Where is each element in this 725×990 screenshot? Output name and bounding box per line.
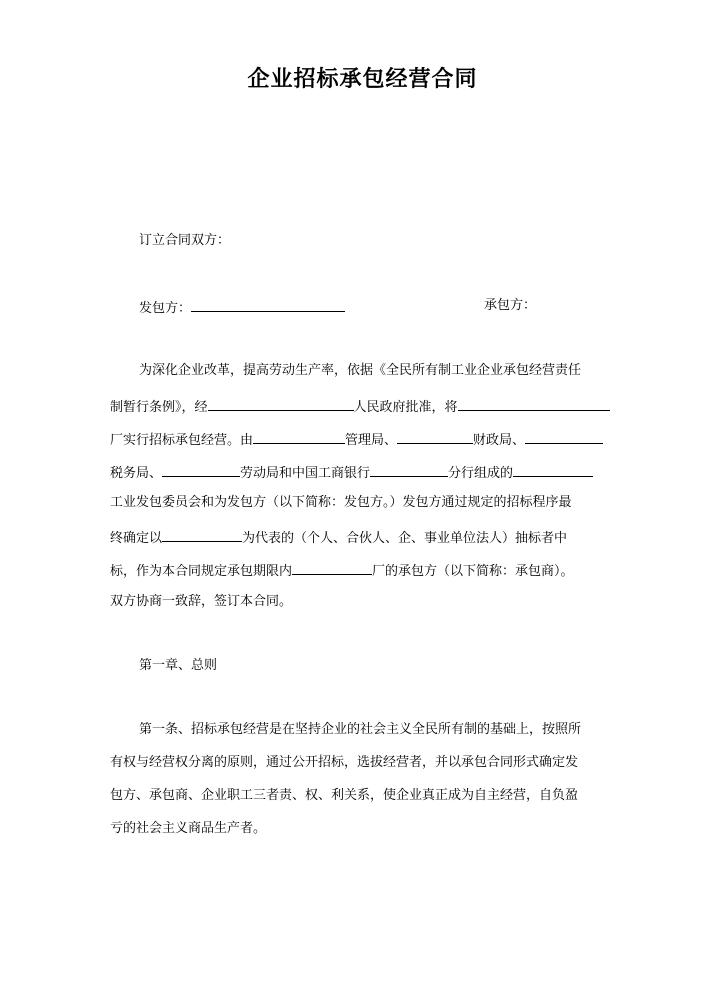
blank-field: [162, 527, 242, 542]
blank-field: [525, 429, 603, 444]
issuer-blank: [191, 297, 345, 312]
blank-field: [458, 396, 610, 411]
preamble-line-5: 工业发包委员会和为发包方（以下简称：发包方。）发包方通过规定的招标程序最: [110, 495, 572, 510]
preamble-line-8: 双方协商一致辞，签订本合同。: [110, 594, 293, 609]
preamble-line-1: 为深化企业改革，提高劳动生产率，依据《全民所有制工业企业承包经营责任: [139, 363, 582, 378]
blank-field: [162, 462, 240, 477]
preamble-line-2: [110, 396, 610, 417]
preamble-text: 税务局、: [110, 466, 163, 481]
chapter-heading: 第一章、总则: [139, 658, 218, 673]
preamble-text: 厂实行招标承包经营。由: [110, 433, 254, 448]
preamble-text: 管理局、: [345, 433, 398, 448]
blank-field: [208, 396, 354, 411]
issuer-label: 发包方：: [139, 301, 192, 316]
blank-field: [397, 429, 473, 444]
article1-line-1: 第一条、招标承包经营是在坚持企业的社会主义全民所有制的基础上，按照所: [139, 722, 582, 737]
preamble-line-7: [110, 560, 574, 581]
preamble-text: 标，作为本合同规定承包期限内: [110, 564, 293, 579]
preamble-text: 人民政府批准，将: [353, 400, 458, 415]
page-title: 企业招标承包经营合同: [247, 67, 478, 92]
blank-field: [513, 462, 593, 477]
blank-field: [253, 429, 345, 444]
article1-line-4: 亏的社会主义商品生产者。: [110, 821, 267, 836]
article1-line-3: 包方、承包商、企业职工三者责、权、利关系，使企业真正成为自主经营，自负盈: [110, 788, 579, 803]
preamble-text: 制暂行条例》，经: [110, 400, 208, 415]
preamble-text: 劳动局和中国工商银行: [240, 466, 371, 481]
article1-line-2: 有权与经营权分离的原则，通过公开招标，选拔经营者，并以承包合同形式确定发: [110, 755, 579, 770]
issuer-line: [139, 297, 345, 318]
preamble-line-4: [110, 462, 593, 483]
preamble-text: 财政局、: [473, 433, 526, 448]
blank-field: [292, 560, 372, 575]
preamble-text: 为代表的（个人、合伙人、企、事业单位法人）抽标者中: [242, 531, 568, 546]
preamble-text: 终确定以: [110, 531, 163, 546]
parties-heading: 订立合同双方：: [139, 233, 231, 248]
contractor-label: 承包方：: [484, 298, 537, 313]
preamble-line-6: [110, 527, 567, 548]
preamble-line-3: [110, 429, 603, 450]
preamble-text: 分行组成的: [448, 466, 514, 481]
blank-field: [370, 462, 448, 477]
preamble-text: 厂的承包方（以下简称：承包商）。: [372, 564, 574, 579]
